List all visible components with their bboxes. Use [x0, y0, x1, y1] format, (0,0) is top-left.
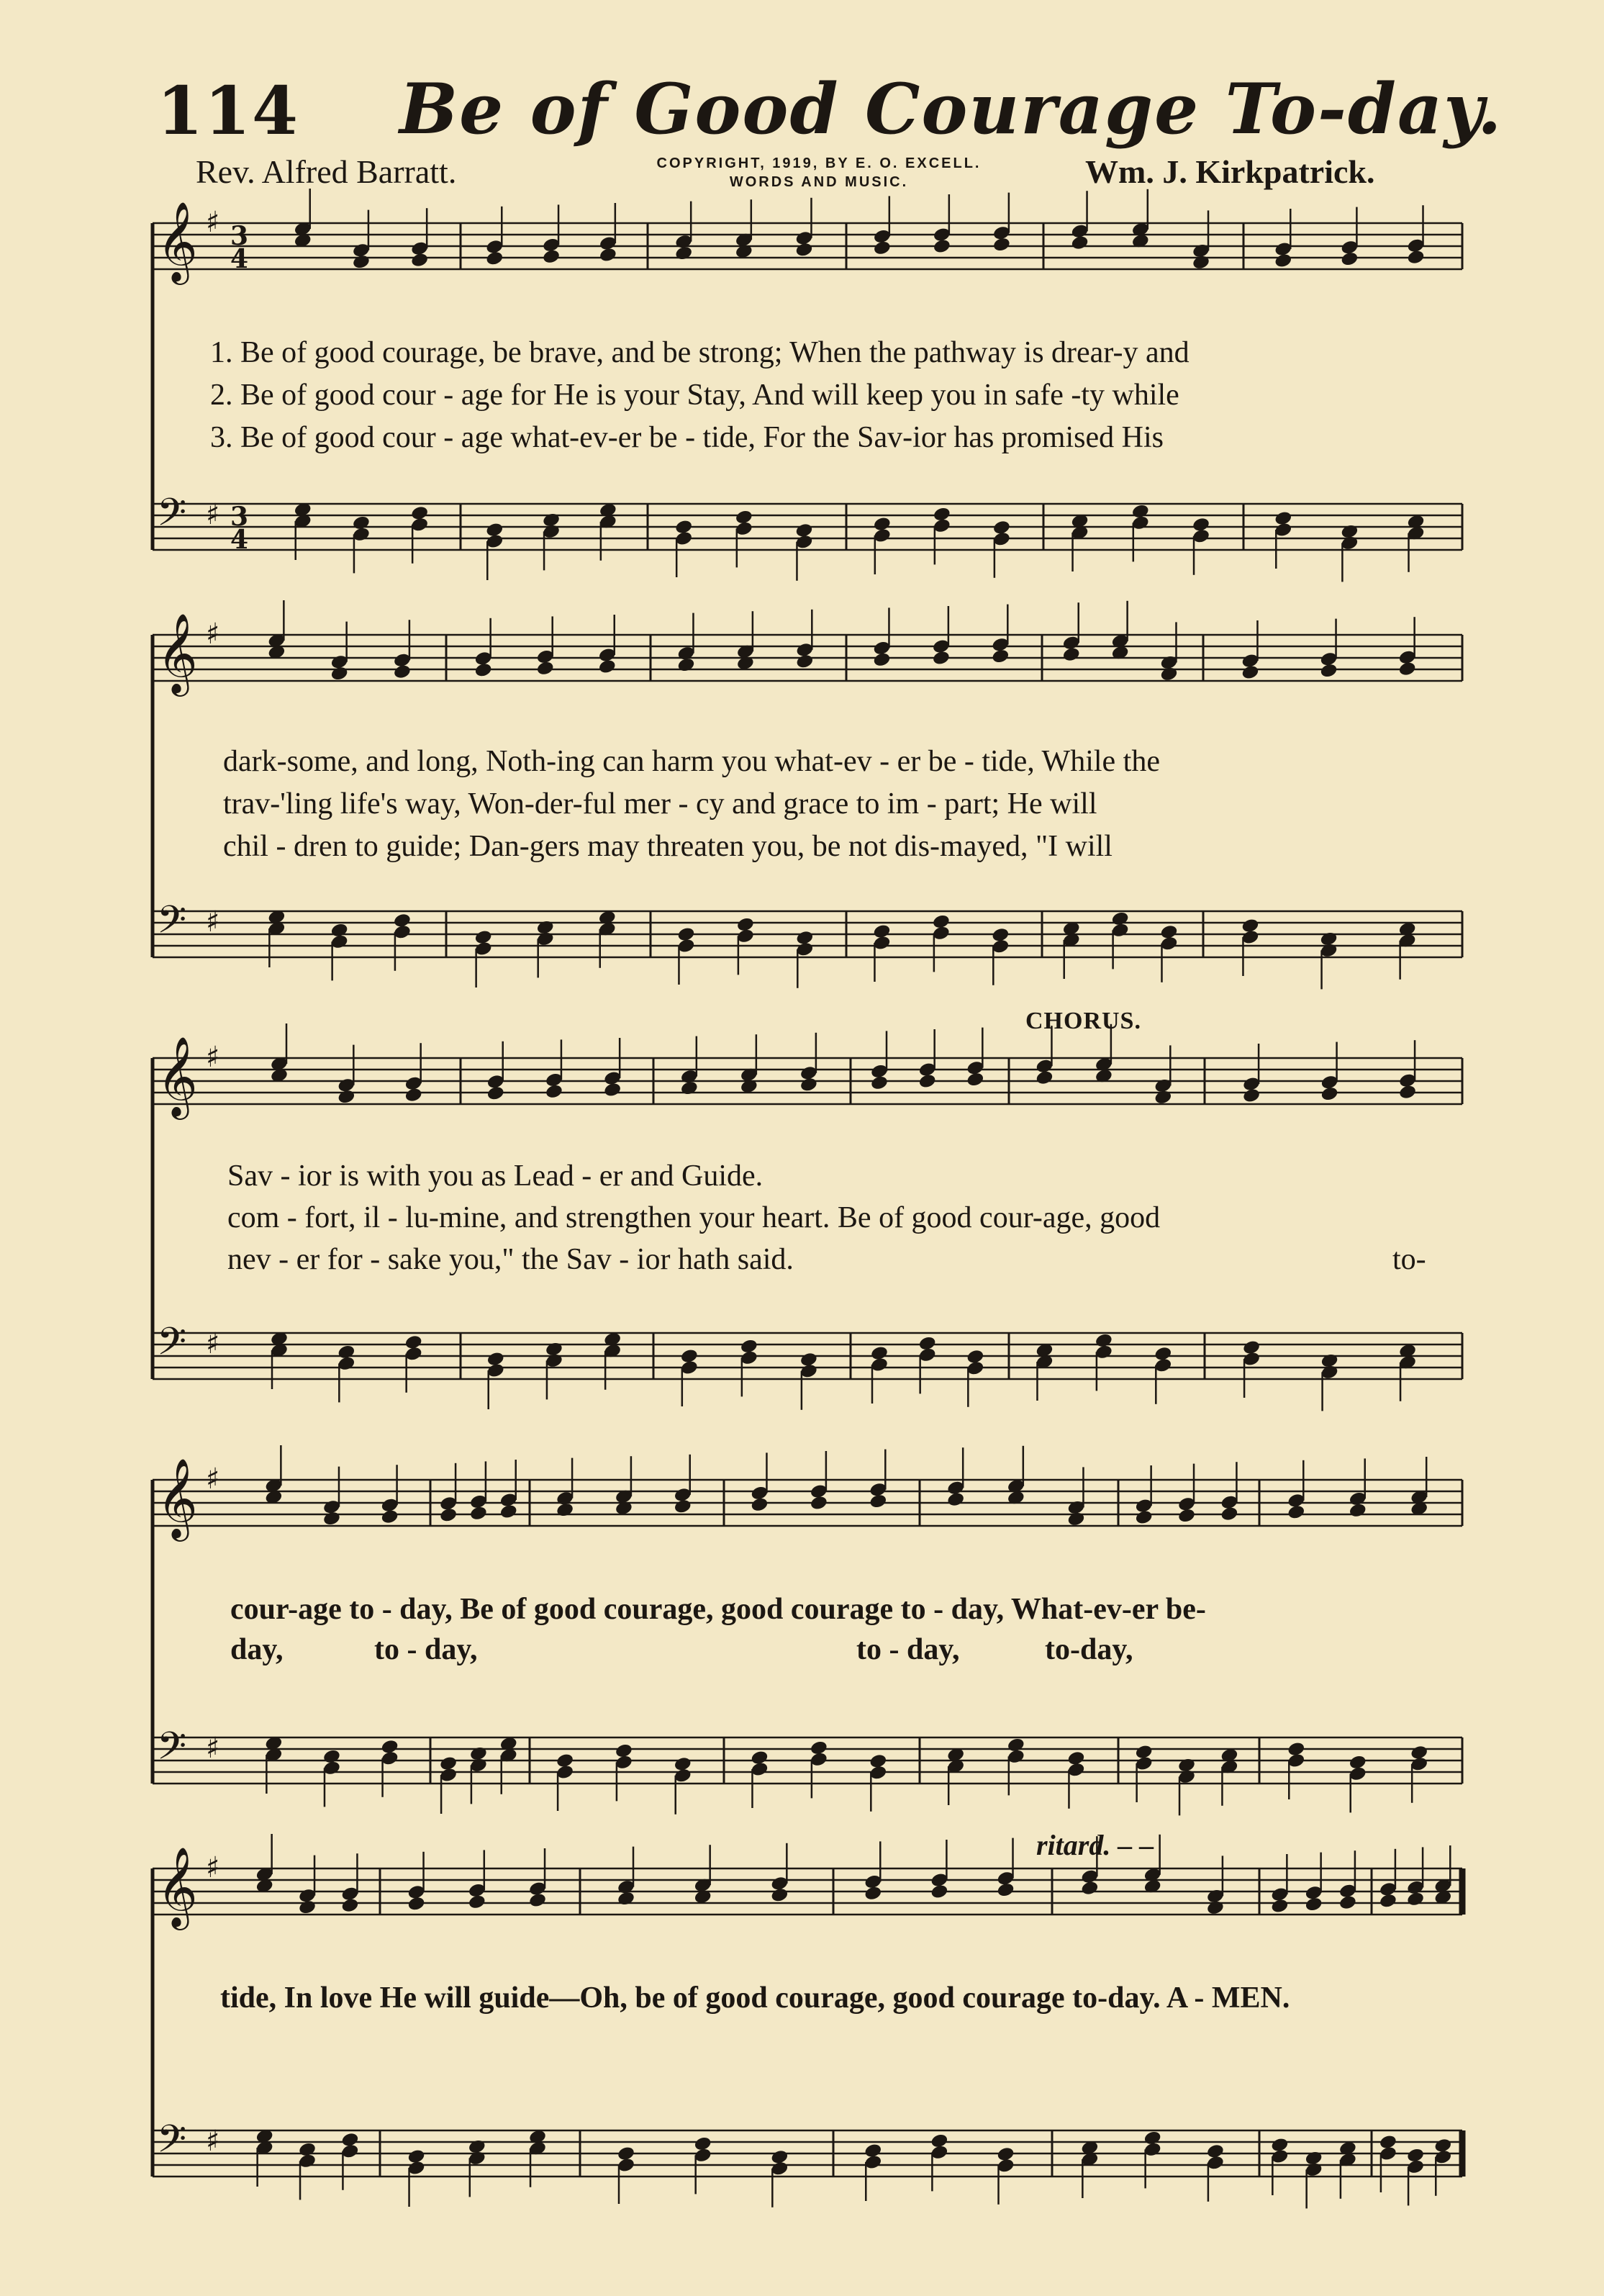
treble-note [1206, 1899, 1225, 1916]
treble-note [1220, 1506, 1238, 1522]
sharp-sign: ♯ [206, 1327, 220, 1360]
treble-note [873, 240, 892, 256]
treble-note [439, 1507, 458, 1524]
treble-note [1270, 1898, 1289, 1915]
treble-note [932, 650, 951, 666]
treble-note [340, 1897, 359, 1914]
treble-note [1159, 666, 1178, 682]
treble-note [1398, 661, 1417, 677]
treble-note [352, 253, 371, 270]
treble-note [499, 1504, 518, 1520]
time-signature-top: 3 [230, 221, 249, 251]
treble-note [1340, 250, 1359, 267]
sharp-sign: ♯ [206, 206, 220, 239]
sharp-sign: ♯ [206, 1463, 220, 1496]
treble-note [1066, 1511, 1085, 1527]
sharp-sign: ♯ [206, 498, 220, 531]
treble-note [1398, 1084, 1417, 1100]
treble-note [410, 252, 429, 268]
treble-note [799, 1077, 818, 1093]
treble-note [870, 1075, 889, 1091]
bass-clef: 𝄢 [157, 898, 187, 952]
treble-note [393, 664, 412, 680]
treble-note [1080, 1880, 1099, 1897]
treble-note [1177, 1507, 1196, 1524]
verse3-line1: 3. Be of good cour - age what-ev-er be - tide, For the Sav-ior has promised His [210, 421, 1164, 454]
treble-note [680, 1080, 699, 1096]
treble-note [996, 1881, 1015, 1898]
treble-note [469, 1505, 488, 1522]
treble-note [674, 245, 693, 261]
treble-note [468, 1894, 486, 1910]
treble-note [1274, 253, 1292, 269]
verse1-line3: Sav - ior is with you as Lead - er and Guide. [227, 1160, 764, 1193]
sharp-sign: ♯ [206, 2125, 220, 2158]
treble-note [545, 1083, 563, 1100]
treble-note [1035, 1070, 1054, 1086]
verse2-line1: 2. Be of good cour - age for He is your Stay, And will keep you in safe -ty while [210, 379, 1179, 412]
bass-clef: 𝄢 [157, 1320, 187, 1373]
treble-note [1192, 254, 1210, 271]
treble-note [486, 1085, 505, 1102]
verse3-line3: nev - er for - sake you," the Sav - ior hath said. [227, 1243, 794, 1276]
treble-note [556, 1501, 574, 1518]
treble-note [770, 1887, 789, 1904]
verse1-line2: dark-some, and long, Noth-ing can harm you what-ev - er be - tide, While the [223, 745, 1160, 778]
treble-note [322, 1510, 341, 1527]
verse3-line3-end: to- [1392, 1243, 1426, 1276]
treble-note [869, 1493, 887, 1509]
treble-note [603, 1082, 622, 1098]
treble-note [1338, 1894, 1357, 1911]
treble-note [1135, 1509, 1154, 1526]
lyricist-credit: Rev. Alfred Barratt. [196, 153, 457, 190]
treble-note [381, 1509, 399, 1525]
treble-note [1319, 662, 1338, 679]
treble-note [966, 1071, 984, 1088]
treble-note [872, 651, 891, 668]
treble-note [528, 1892, 547, 1909]
treble-note [599, 247, 617, 263]
treble-note [1305, 1896, 1323, 1912]
treble-clef: 𝄞 [157, 1846, 198, 1927]
verse2-line2: trav-'ling life's way, Won-der-ful mer - cy and grace to im - part; He will [223, 787, 1097, 821]
treble-note [536, 660, 555, 677]
chorus-label: CHORUS. [1025, 1008, 1141, 1034]
treble-note [474, 662, 493, 679]
chorus-final-line: tide, In love He will guide—Oh, be of good courage, good courage to-day. A - MEN. [220, 1981, 1290, 2015]
treble-note [810, 1495, 828, 1511]
treble-note [298, 1899, 317, 1915]
treble-note [946, 1491, 965, 1508]
treble-note [617, 1890, 635, 1907]
treble-note [1070, 235, 1089, 251]
treble-note [1241, 664, 1259, 681]
bass-clef: 𝄢 [157, 491, 187, 544]
chorus-echo-3: to - day, [856, 1633, 960, 1666]
copyright-line: COPYRIGHT, 1919, BY E. O. EXCELL. [656, 155, 982, 171]
treble-note [330, 665, 349, 682]
bass-clef: 𝄢 [157, 2118, 187, 2171]
treble-note [750, 1496, 769, 1513]
chorus-line1: cour-age to - day, Be of good courage, good courage to - day, What-ev-er be- [230, 1593, 1206, 1626]
treble-note [918, 1073, 937, 1090]
treble-note [1320, 1085, 1339, 1102]
treble-note [1287, 1504, 1305, 1521]
treble-note [1406, 249, 1425, 266]
chorus-echo-4: to-day, [1045, 1633, 1133, 1666]
ritard-marking: ritard. – – [1036, 1829, 1154, 1861]
treble-note [676, 656, 695, 673]
sharp-sign: ♯ [206, 1851, 220, 1884]
treble-note [337, 1088, 355, 1105]
time-signature-bottom: 4 [230, 244, 249, 274]
treble-note [404, 1087, 423, 1103]
treble-note [930, 1884, 948, 1900]
sharp-sign: ♯ [206, 1732, 220, 1765]
verse3-line2: chil - dren to guide; Dan-gers may threaten you, be not dis-mayed, "I will [223, 830, 1113, 863]
treble-clef: 𝄞 [157, 1457, 198, 1538]
treble-note [991, 648, 1010, 664]
treble-clef: 𝄞 [157, 1036, 198, 1116]
treble-note [598, 659, 617, 675]
copyright-words-music: WORDS AND MUSIC. [729, 174, 909, 190]
verse2-line3: com - fort, il - lu-mine, and strengthen your heart. Be of good cour-age, good [227, 1201, 1161, 1234]
treble-clef: 𝄞 [157, 613, 198, 693]
sharp-sign: ♯ [206, 1041, 220, 1074]
treble-note [1154, 1089, 1172, 1106]
chorus-echo-1: day, [230, 1633, 284, 1666]
treble-note [1406, 1891, 1425, 1907]
verse1-line1: 1. Be of good courage, be brave, and be strong; When the pathway is drear-y and [210, 336, 1190, 369]
treble-note [485, 250, 504, 267]
treble-note [542, 248, 561, 265]
bass-clef: 𝄢 [157, 1725, 187, 1778]
treble-note [795, 654, 814, 670]
treble-note [407, 1896, 425, 1912]
treble-note [1062, 646, 1081, 663]
hymn-number: 114 [157, 72, 300, 150]
treble-note [1349, 1502, 1367, 1519]
treble-note [992, 236, 1011, 253]
treble-note [1242, 1088, 1261, 1104]
treble-clef: 𝄞 [157, 201, 198, 281]
treble-note [933, 238, 951, 255]
time-signature-bottom: 4 [230, 525, 249, 555]
composer-credit: Wm. J. Kirkpatrick. [1085, 153, 1375, 190]
treble-note [794, 242, 813, 258]
hymn-title: Be of Good Courage To-day. [399, 68, 1503, 150]
time-signature-top: 3 [230, 502, 249, 532]
sharp-sign: ♯ [206, 905, 220, 939]
treble-note [674, 1499, 692, 1515]
chorus-echo-2: to - day, [374, 1633, 478, 1666]
treble-note [864, 1885, 882, 1902]
sharp-sign: ♯ [206, 618, 220, 651]
treble-note [1379, 1893, 1397, 1909]
